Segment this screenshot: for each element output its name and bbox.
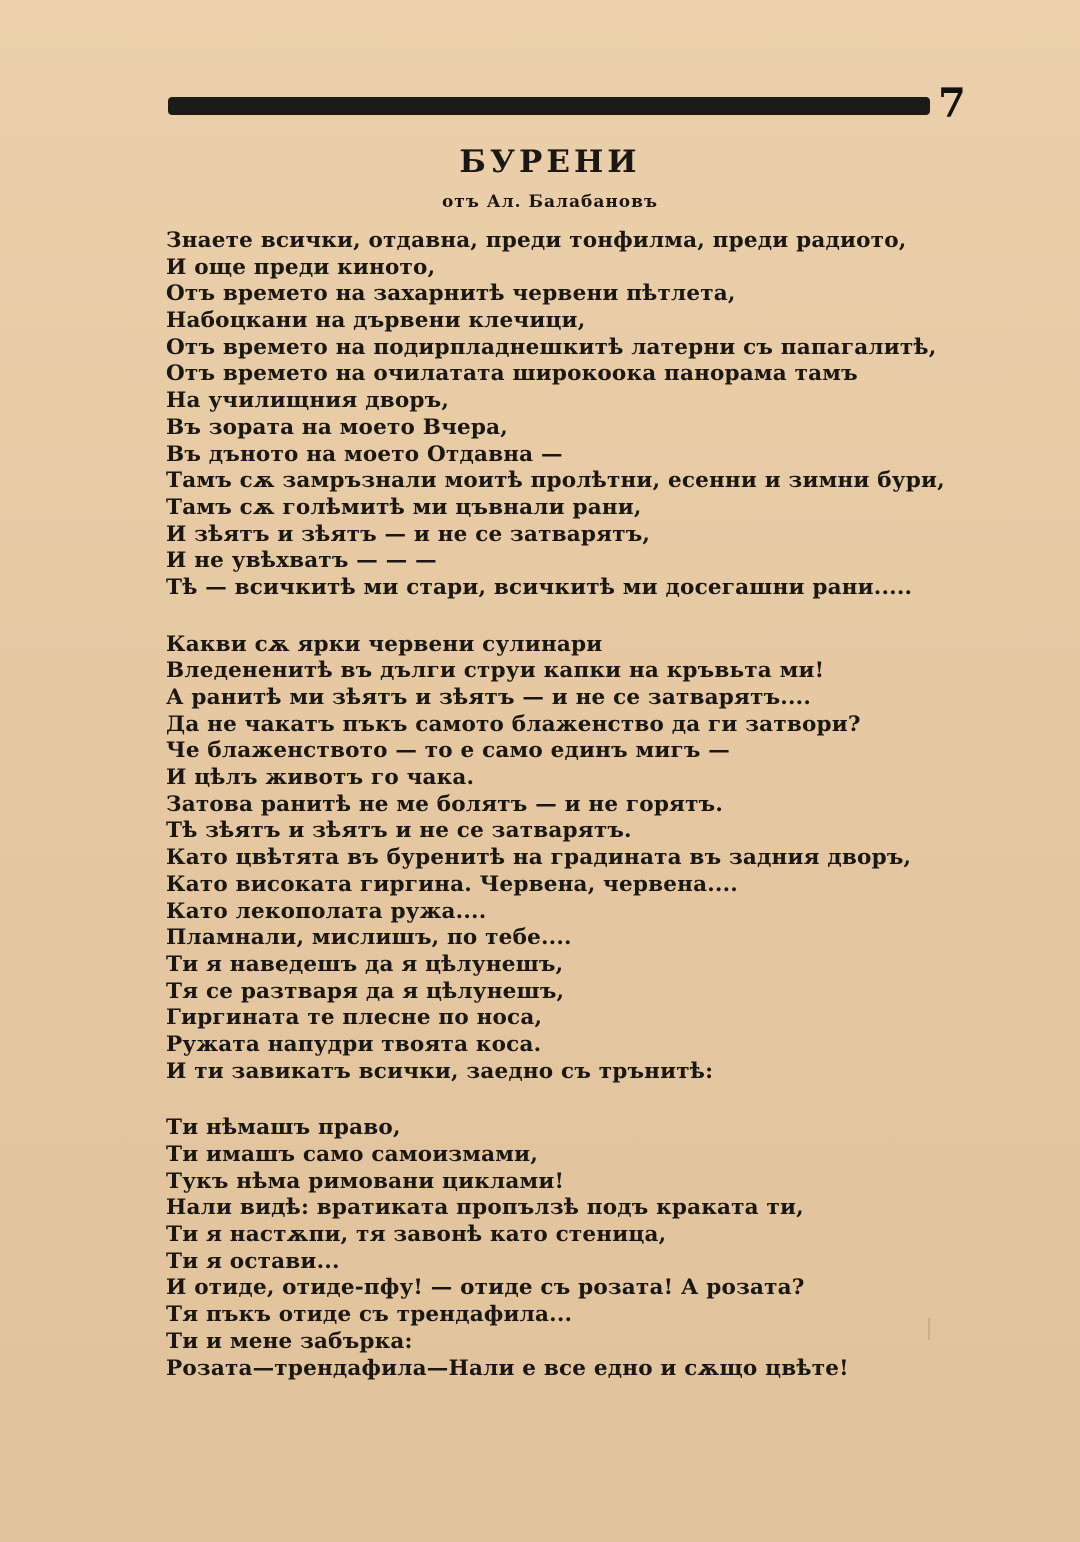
stanza-2	[166, 632, 956, 1086]
poem-line: Отъ времето на захарнитѣ червени пѣтлета,	[166, 281, 736, 307]
poem-line: И не увѣхватъ — — —	[166, 548, 437, 574]
poem-line: И още преди киното,	[166, 254, 436, 280]
poem-line: Вледененитѣ въ дълги струи капки на кръвьта ми!	[166, 658, 825, 684]
poem-line: Тя пъкъ отиде съ трендафила...	[166, 1302, 573, 1328]
margin-mark	[928, 1318, 930, 1340]
header-rule	[168, 97, 930, 115]
poem-line: Че блаженството — то е само единъ мигъ —	[166, 738, 730, 764]
poem-line: Знаете всички, отдавна, преди тонфилма, преди радиото,	[166, 228, 907, 253]
poem-line: На училищния дворъ,	[166, 388, 450, 414]
poem-line: Пламнали, мислишъ, по тебе....	[166, 925, 572, 951]
poem-line: Какви сѫ ярки червени сулинари	[166, 631, 603, 657]
poem-line: Тя се разтваря да я цѣлунешъ,	[166, 978, 565, 1004]
poem-line: И цѣлъ животъ го чака.	[166, 765, 475, 791]
poem-line: Ти я наведешъ да я цѣлунешъ,	[166, 951, 564, 977]
poem-line: И отиде, отиде-пфу! — отиде съ розата! А розата?	[166, 1275, 805, 1301]
stanza-gap	[166, 1085, 956, 1115]
poem-line: И ти завикатъ всички, заедно съ трънитѣ:	[166, 1058, 714, 1084]
poem-line: Нали видѣ: вратиката пропълзѣ подъ краката ти,	[166, 1195, 804, 1221]
poem-line: Тамъ сѫ голѣмитѣ ми цъвнали рани,	[166, 494, 642, 520]
poem-line: Ти я настѫпи, тя завонѣ като стеница,	[166, 1222, 667, 1248]
stanza-3	[166, 1115, 956, 1382]
poem-line: Въ дъното на моето Отдавна —	[166, 441, 563, 467]
poem-line: Тукъ нѣма римовани циклами!	[166, 1168, 565, 1194]
poem-line: Тамъ сѫ замръзнали моитѣ пролѣтни, есенни и зимни бури,	[166, 468, 945, 494]
poem-title: БУРЕНИ	[459, 144, 641, 180]
poem-line: Като високата гиргина. Червена, червена....	[166, 871, 738, 897]
poem-line: А ранитѣ ми зѣятъ и зѣятъ — и не се затварятъ....	[166, 685, 812, 710]
stanza-gap	[166, 602, 956, 632]
poem-line: Отъ времето на очилатата широкоока панорама тамъ	[166, 361, 858, 387]
poem-line: Ти нѣмашъ право,	[166, 1115, 401, 1141]
poem-line: Ти я остави...	[166, 1248, 340, 1274]
stanza-1	[166, 228, 956, 602]
poem-line: Розата—трендафила—Нали е все едно и сѫщо цвѣте!	[166, 1355, 849, 1381]
poem-line: Набоцкани на дървени клечици,	[166, 308, 586, 334]
poem-author: отъ Ал. Балабановъ	[441, 192, 659, 212]
poem-line: Тѣ зѣятъ и зѣятъ и не се затварятъ.	[166, 818, 632, 844]
poem-line: И зѣятъ и зѣятъ — и не се затварятъ,	[166, 521, 651, 547]
poem-line: Като цвѣтята въ буренитѣ на градината въ задния дворъ,	[166, 845, 912, 871]
poem-body	[166, 228, 956, 1382]
poem-line: Гиргината те плесне по носа,	[166, 1005, 543, 1031]
poem-line: Ти и мене забърка:	[166, 1328, 413, 1354]
poem-line: Тѣ — всичкитѣ ми стари, всичкитѣ ми досегашни рани.....	[166, 574, 913, 600]
poem-line: Да не чакатъ пъкъ самото блаженство да ги затвори?	[166, 711, 861, 737]
poem-line: Като лекополата ружа....	[166, 898, 487, 924]
poem-line: Отъ времето на подирпладнешкитѣ латерни съ папагалитѣ,	[166, 334, 937, 360]
poem-line: Затова ранитѣ не ме болятъ — и не горятъ.	[166, 791, 724, 817]
poem-line: Въ зората на моето Вчера,	[166, 414, 508, 440]
poem-line: Ти имашъ само самоизмами,	[166, 1142, 539, 1167]
page-number: 7	[938, 80, 966, 127]
poem-line: Ружата напудри твоята коса.	[166, 1031, 542, 1057]
